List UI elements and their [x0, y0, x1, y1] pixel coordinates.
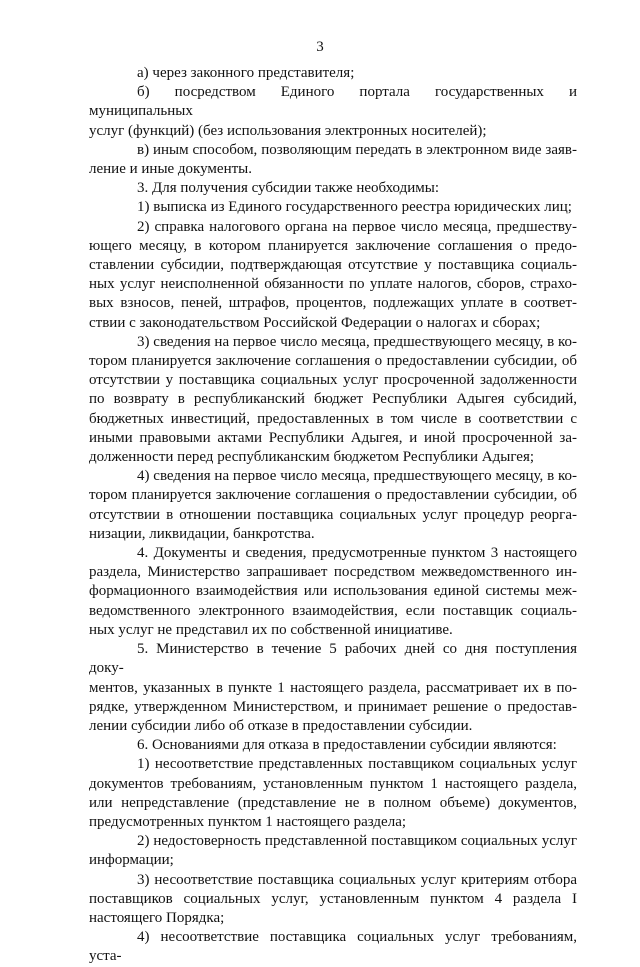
- text-line: долженности перед республиканским бюджетом Республики Адыгея;: [89, 449, 535, 466]
- text-line: тором планируется заключение соглашения о предоставлении субсидии, об: [89, 487, 577, 504]
- text-line: поставщиков социальных услуг, установленным пунктом 4 раздела I: [89, 890, 577, 907]
- text-line: ных услуг не представил их по собственной инициативе.: [89, 621, 453, 638]
- text-line: ментов, указанных в пункте 1 настоящего раздела, рассматривает их в по-: [89, 679, 577, 696]
- text-line: б) посредством Единого портала государственных и муниципальных: [89, 84, 577, 120]
- text-line: 1) несоответствие представленных поставщиком социальных услуг: [137, 756, 577, 773]
- text-line: настоящего Порядка;: [89, 909, 225, 926]
- text-line: по возврату в республиканский бюджет Республики Адыгея субсидий,: [89, 391, 577, 408]
- text-line: лении субсидии либо об отказе в предоставлении субсидии.: [89, 717, 473, 734]
- text-line: 3. Для получения субсидии также необходимы:: [137, 180, 439, 197]
- text-line: 6. Основаниями для отказа в предоставлении субсидии являются:: [137, 737, 557, 754]
- text-line: в) иным способом, позволяющим передать в электронном виде заяв-: [137, 141, 577, 158]
- text-line: ведомственного электронного взаимодействия, если поставщик социаль-: [89, 602, 577, 619]
- text-line: документов требованиям, установленным пунктом 1 настоящего раздела,: [89, 775, 577, 792]
- text-line: ных услуг неисполненной обязанности по уплате налогов, сборов, страхо-: [89, 276, 577, 293]
- text-line: предусмотренных пунктом 1 настоящего раздела;: [89, 813, 407, 830]
- text-line: 4) сведения на первое число месяца, предшествующего месяцу, в ко-: [137, 468, 577, 485]
- text-line: ление и иные документы.: [89, 161, 252, 178]
- text-line: 1) выписка из Единого государственного реестра юридических лиц;: [137, 199, 572, 216]
- text-line: 2) недостоверность представленной поставщиком социальных услуг: [137, 833, 577, 850]
- text-line: бюджетных инвестиций, предоставленных в том числе в соответствии с: [89, 410, 577, 427]
- text-line: отсутствии в отношении поставщика социальных услуг процедур реорга-: [89, 506, 577, 523]
- text-line: иными правовыми актами Республики Адыгея, и иной просроченной за-: [89, 429, 577, 446]
- text-line: ставлении субсидии, подтверждающая отсутствие у поставщика социаль-: [89, 257, 577, 274]
- text-line: 4. Документы и сведения, предусмотренные пунктом 3 настоящего: [137, 545, 577, 562]
- text-line: вых взносов, пеней, штрафов, процентов, подлежащих уплате в соответ-: [89, 295, 577, 312]
- page-number: 3: [316, 39, 324, 55]
- text-line: 4) несоответствие поставщика социальных услуг требованиям, уста-: [89, 929, 577, 965]
- text-line: 5. Министерство в течение 5 рабочих дней со дня поступления доку-: [89, 641, 577, 677]
- text-line: раздела, Министерство запрашивает посредством межведомственного ин-: [89, 564, 577, 581]
- document-body: [89, 64, 577, 967]
- text-line: отсутствии у поставщика социальных услуг просроченной задолженности: [89, 372, 577, 389]
- text-line: 2) справка налогового органа на первое число месяца, предшеству-: [137, 218, 577, 235]
- text-line: формационного взаимодействия или использования единой системы меж-: [89, 583, 577, 600]
- text-line: низации, ликвидации, банкротства.: [89, 525, 315, 542]
- text-line: тором планируется заключение соглашения о предоставлении субсидии, об: [89, 353, 577, 370]
- text-line: ствии с законодательством Российской Федерации о налогах и сборах;: [89, 314, 541, 331]
- text-line: или непредставление (представление не в полном объеме) документов,: [89, 794, 577, 811]
- text-line: 3) сведения на первое число месяца, предшествующего месяцу, в ко-: [137, 333, 577, 350]
- text-line: услуг (функций) (без использования электронных носителей);: [89, 122, 487, 139]
- text-line: а) через законного представителя;: [137, 65, 355, 81]
- text-line: 3) несоответствие поставщика социальных услуг критериям отбора: [137, 871, 577, 888]
- text-line: рядке, утвержденном Министерством, и принимает решение о предостав-: [89, 698, 577, 715]
- text-line: ющего месяцу, в котором планируется заключение соглашения о предо-: [89, 237, 577, 254]
- text-line: информации;: [89, 852, 174, 869]
